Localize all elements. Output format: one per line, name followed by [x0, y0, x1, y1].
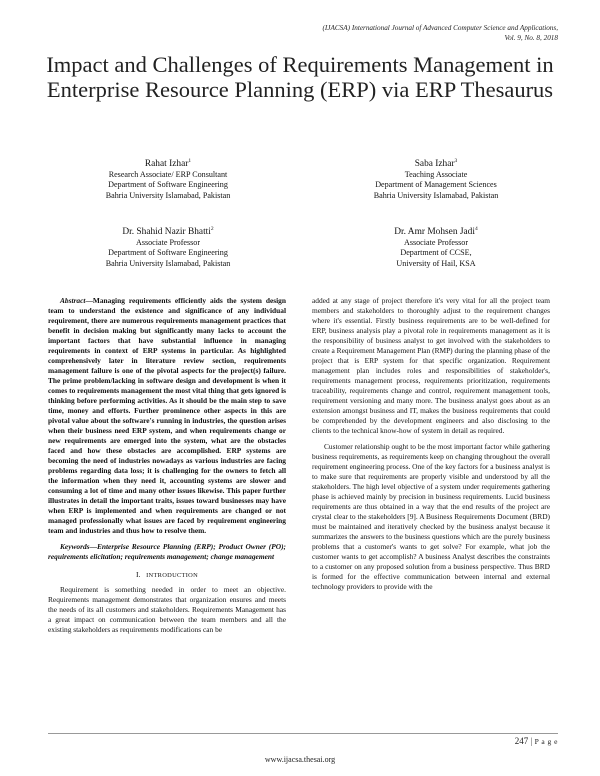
- section-heading-introduction: [48, 570, 286, 581]
- author-name: Saba Izhar: [414, 159, 455, 170]
- author-affil-line: Bahria University Islamabad, Pakistan: [373, 190, 499, 200]
- author-affil-line: Department of CCSE,: [400, 248, 472, 258]
- keywords: Keywords—Enterprise Resource Planning (ERP); Product Owner (PO); requirements elicitation; requirements management; change management: [48, 542, 286, 561]
- author-affil-line: Department of Management Sciences: [375, 180, 497, 190]
- journal-header-line1: (IJACSA) International Journal of Advanced Computer Science and Applications,: [322, 24, 558, 32]
- left-column: [48, 296, 286, 635]
- right-column: [312, 296, 550, 592]
- abstract: [48, 296, 286, 536]
- author-name: Dr. Shahid Nazir Bhatti: [122, 227, 211, 238]
- author-affil-line: Bahria University Islamabad, Pakistan: [105, 190, 231, 200]
- author-affil-line: Department of Software Engineering: [108, 180, 228, 190]
- abstract-label: Abstract: [60, 296, 86, 305]
- abstract-text: —Managing requirements efficiently aids the system design team to understand the existence and significance of any individual requirement, there are numerous requirements management practices that benefit in decision making but significantly many lacks to account the important factors that have substantial influence in managing requirements in context of ERP systems in particular. As highlighted comprehensively later in literature review section, requirements management failure is one of the pivotal aspects for the project(s) failure. The prime problem/lacking in software design and development is when it comes to requirements management the most vital thing that gets ignored is thinking before performing activities. As it should be the main step to save time, money and efforts. Further prominence other aspects in this are pivotal value about the software's running in industries, the question arises when their business need ERP system, and when requirements change or new requirements are emerged into the system, what are the obstacles faced and how these obstacles are accomplished. ERP systems are becoming the need of industries nowadays as various industries are facing problems regarding data loss; it is challenging for the owners to fetch all the information when they need it, accounting systems are slower and consuming a lot of time and many other issues likewise. This paper further illustrates in detail the important traits, issues toward businesses may have when ERP is implemented and when requirements are changed or not managed professionally what issues are faced by requirement engineering team and industries and thus how to resolve them.: [48, 296, 286, 535]
- author-block-2: Dr. Shahid Nazir Bhatti$^2$ Associate Professor Department of Software Engineering Bahria University Islamabad, Pakistan: [68, 224, 268, 269]
- journal-header-line2: Vol. 9, No. 8, 2018: [504, 33, 558, 42]
- author-affil-line: Associate Professor: [403, 237, 469, 247]
- author-block-1: Rahat Izhar$^1$ Research Associate/ ERP Consultant Department of Software Engineering Bahria University Islamabad, Pakistan: [68, 156, 268, 201]
- journal-url[interactable]: www.ijacsa.thesai.org: [264, 755, 336, 764]
- body-paragraph-2: Customer relationship ought to be the most important factor while gathering business requirements, as requirements keep on changing throughout the overall requirement engineering process. One of the key factors for a business analyst is to make sure that requirements are properly visible and understood by all the stakeholders. The high level objective of a system under requirements gathering phase is achieved mainly by precision in business requirements. Lucid business requirements are thus obtained in a way that the end results of the project are crystal clear to the stakeholders [9]. A Business Requirements Document (BRD) must be maintained and iteratively checked by the business analyst because it summarizes the answers to the business questions which are the purely business problems that a customer's wants to get solve? For example, what job the customer wants to get accomplish? A business Analyst describes the constraints to a customer on any proposed solution from a business perspective. Thus BRD is formed for the effective communication between internal and external technology providers to provide with the: [312, 442, 550, 591]
- page-number-value: 247: [514, 736, 529, 746]
- author-block-4: Dr. Amr Mohsen Jadi$^4$ Associate Professor Department of CCSE, University of Hail, KSA: [336, 224, 536, 269]
- intro-paragraph: Requirement is something needed in order to meet an objective. Requirements management demonstrates that organization ensures and meets the needs of its all customers and stakeholders. Requirements Management has a great impact on communication between the team members and all the existing stakeholders as requirements modifications can be: [48, 585, 286, 634]
- author-affil-line: University of Hail, KSA: [396, 258, 476, 268]
- author-name: Dr. Amr Mohsen Jadi: [394, 227, 475, 238]
- footer-divider: [48, 733, 558, 734]
- author-affil-line: Bahria University Islamabad, Pakistan: [105, 258, 231, 268]
- author-affil-line: Department of Software Engineering: [108, 248, 228, 258]
- page-word: P a g e: [534, 737, 558, 746]
- section-title: INTRODUCTION: [146, 572, 199, 579]
- body-paragraph-1: added at any stage of project therefore it's very vital for all the project team members and stakeholders to thoroughly adjust to the requirement changes where it's essential. Firstly business requirements are to be well-defined for ERP, business analysis play a pivotal role in requirements management as it is the responsibility of business analyst to get involved with the stakeholders to create a Requirement Management Plan (RMP) during the planning phase of the project that is ERP system for that specific organization. Requirement management plan includes roles and responsibilities of stakeholder's, requirements management process, requirements prioritization, requirements traceability, requirements change and control, requirement management tools, requirement versioning and many more. The business analyst goes about as an extension amongst business and IT, makes the business requirements that could be comprehended by the development engineers and also disclosing to the clients to the technical know-how of system in detail as required.: [312, 296, 550, 435]
- page-number: [515, 736, 558, 746]
- author-affil-line: Associate Professor: [135, 237, 201, 247]
- author-affil-line: Teaching Associate: [404, 169, 468, 179]
- section-number: I.: [135, 570, 141, 579]
- page-separator: |: [530, 736, 533, 746]
- journal-header: [323, 24, 558, 43]
- paper-title: Impact and Challenges of Requirements Management in Enterprise Resource Planning (ERP) via ERP Thesaurus: [46, 52, 554, 102]
- author-name: Rahat Izhar: [144, 159, 189, 170]
- author-affil-line: Research Associate/ ERP Consultant: [108, 169, 228, 179]
- author-block-3: Saba Izhar$^3$ Teaching Associate Department of Management Sciences Bahria University Islamabad, Pakistan: [336, 156, 536, 201]
